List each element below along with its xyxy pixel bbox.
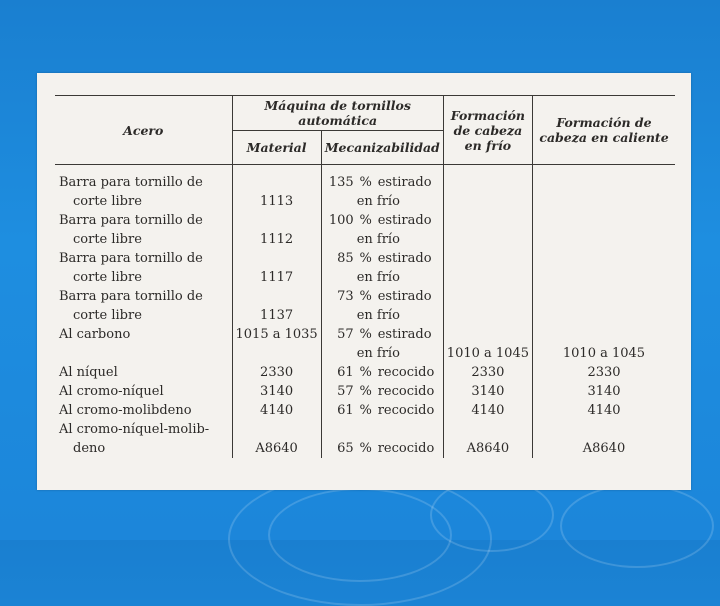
machinability-condition: en frío: [321, 344, 443, 363]
steel-name: Barra para tornillo de: [59, 213, 203, 228]
material-value: 1113: [232, 192, 321, 211]
table-row: [55, 420, 675, 439]
table-row: [55, 249, 675, 268]
material-value: 2330: [232, 363, 321, 382]
material-value: A8640: [232, 439, 321, 458]
header-maquina: Máquina de tornillos automática: [232, 96, 443, 131]
machinability-value: 65 % recocido: [321, 439, 443, 458]
material-value: 4140: [232, 401, 321, 420]
cold-heading-value: 3140: [443, 382, 532, 401]
steel-name: Al cromo-níquel: [59, 384, 164, 399]
steel-name: corte libre: [73, 270, 142, 285]
cold-heading-value: 2330: [443, 363, 532, 382]
table-row: [55, 192, 675, 211]
header-material: Material: [232, 131, 321, 165]
material-value: 1117: [232, 268, 321, 287]
hot-heading-value: A8640: [532, 439, 675, 458]
machinability-condition: en frío: [321, 268, 443, 287]
hot-heading-value: 2330: [532, 363, 675, 382]
scanned-document: [37, 73, 691, 490]
steel-machinability-table: [55, 95, 675, 458]
table-row: [55, 173, 675, 192]
table-row: [55, 439, 675, 458]
table-row: [55, 230, 675, 249]
table-row: [55, 363, 675, 382]
hot-heading-value: 4140: [532, 401, 675, 420]
steel-name: corte libre: [73, 308, 142, 323]
material-value: 1015 a 1035: [232, 325, 321, 344]
steel-name: Al níquel: [59, 365, 118, 380]
table-row: [55, 287, 675, 306]
machinability-value: 61 % recocido: [321, 401, 443, 420]
header-acero: Acero: [55, 96, 232, 165]
machinability-value: 57 % recocido: [321, 382, 443, 401]
machinability-value: 73 % estirado: [321, 287, 443, 306]
table-row: [55, 382, 675, 401]
steel-name: [55, 344, 232, 363]
table-row: [55, 401, 675, 420]
steel-name: Barra para tornillo de: [59, 251, 203, 266]
steel-name: Al cromo-níquel-molib-: [59, 422, 210, 437]
table-row: [55, 325, 675, 344]
machinability-value: 57 % estirado: [321, 325, 443, 344]
table-row: [55, 306, 675, 325]
machinability-condition: en frío: [321, 230, 443, 249]
background-ripple: [560, 484, 714, 568]
cold-heading-value: 1010 a 1045: [443, 344, 532, 363]
steel-name: Al carbono: [59, 327, 131, 342]
steel-name: Al cromo-molibdeno: [59, 403, 192, 418]
table-row: [55, 211, 675, 230]
cold-heading-value: A8640: [443, 439, 532, 458]
machinability-value: 100 % estirado: [321, 211, 443, 230]
steel-name: deno: [73, 441, 106, 456]
header-caliente: Formación de cabeza en caliente: [532, 96, 675, 165]
cold-heading-value: 4140: [443, 401, 532, 420]
machinability-value: 85 % estirado: [321, 249, 443, 268]
machinability-condition: en frío: [321, 306, 443, 325]
machinability-condition: en frío: [321, 192, 443, 211]
hot-heading-value: 1010 a 1045: [532, 344, 675, 363]
material-value: 1137: [232, 306, 321, 325]
material-value: 1112: [232, 230, 321, 249]
steel-name: corte libre: [73, 232, 142, 247]
machinability-value: 61 % recocido: [321, 363, 443, 382]
steel-name: Barra para tornillo de: [59, 289, 203, 304]
header-frio: Formación de cabeza en frío: [443, 96, 532, 165]
steel-name: Barra para tornillo de: [59, 175, 203, 190]
table-row: [55, 344, 675, 363]
machinability-value: 135 % estirado: [321, 173, 443, 192]
material-value: 3140: [232, 382, 321, 401]
header-mecanizabilidad: Mecanizabilidad: [321, 131, 443, 165]
table-row: [55, 268, 675, 287]
hot-heading-value: 3140: [532, 382, 675, 401]
steel-name: corte libre: [73, 194, 142, 209]
